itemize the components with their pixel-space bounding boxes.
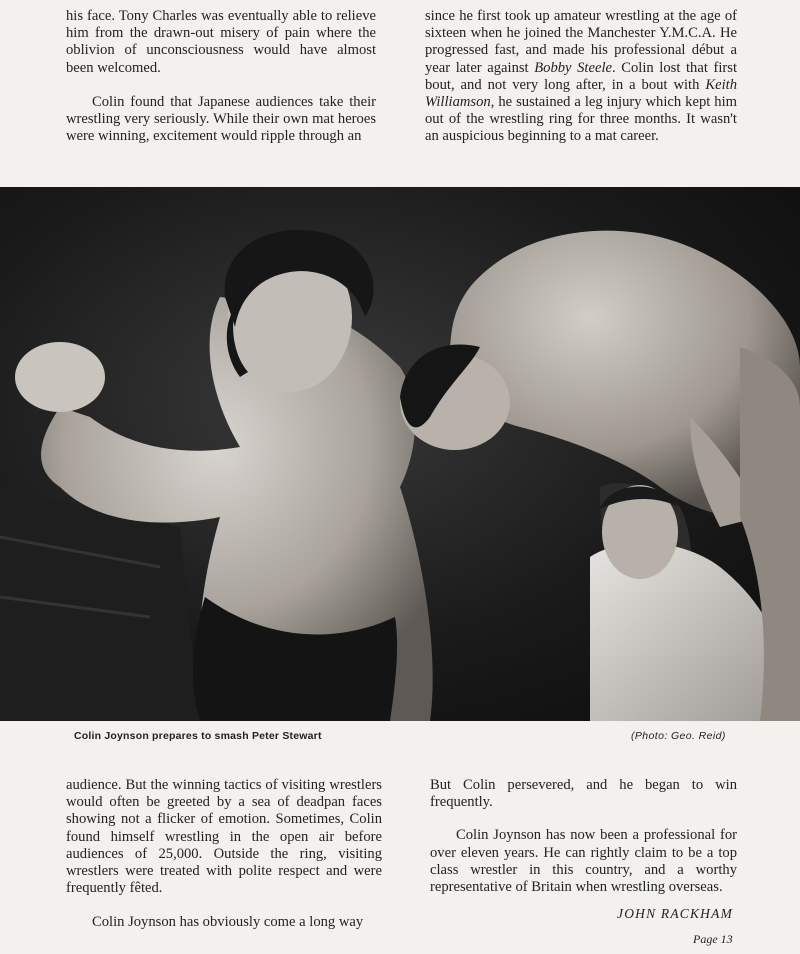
wrestlers-illustration <box>0 187 800 721</box>
text-run: . Colin lost that first bout, and not very long after, in a bout with <box>425 59 738 93</box>
text-run: , he sustained a leg injury which kept him out of the wrestling ring for three months. It wasn't an auspicious beginning to a mat career. <box>425 94 737 145</box>
text-run: since he first took up amateur wrestling at the age of sixteen when he joined the Manchester Y.M.C.A. He progressed fast, and made his professional début a year later against <box>425 8 737 76</box>
wrestling-photo <box>0 187 800 721</box>
page-number: Page 13 <box>693 932 733 946</box>
article-column-top-left <box>66 8 376 145</box>
paragraph <box>425 8 737 146</box>
paragraph: Colin Joynson has now been a professional for over eleven years. He can rightly claim to be a top class wrestler in this country, and a worthy representative of Britain when wrestling overseas. <box>430 827 737 896</box>
wrestler-name: Bobby Steele <box>534 59 612 76</box>
paragraph: But Colin persevered, and he began to win frequently. <box>430 777 737 811</box>
article-column-bottom-left <box>66 777 382 932</box>
wrestler-name: Keith Williamson <box>425 76 737 111</box>
author-signature: JOHN RACKHAM <box>617 906 734 921</box>
article-column-top-right <box>425 8 737 146</box>
paragraph: Colin found that Japanese audiences take their wrestling very seriously. While their own mat heroes were winning, excitement would ripple through an <box>66 93 376 145</box>
paragraph: audience. But the winning tactics of visiting wrestlers would often be greeted by a sea of deadpan faces showing not a flicker of emotion. Sometimes, Colin found himself wrestling in the open air before audiences of 25,000. Outside the ring, visiting wrestlers were treated with polite respect and were frequently fêted. <box>66 777 382 897</box>
photo-credit: (Photo: Geo. Reid) <box>631 730 726 742</box>
photo-caption: Colin Joynson prepares to smash Peter Stewart <box>74 730 322 742</box>
article-column-bottom-right <box>430 777 737 896</box>
paragraph: his face. Tony Charles was eventually able to relieve him from the drawn-out misery of pain where the oblivion of unconsciousness would have almost been welcomed. <box>66 8 376 76</box>
paragraph: Colin Joynson has obviously come a long way <box>92 914 364 931</box>
